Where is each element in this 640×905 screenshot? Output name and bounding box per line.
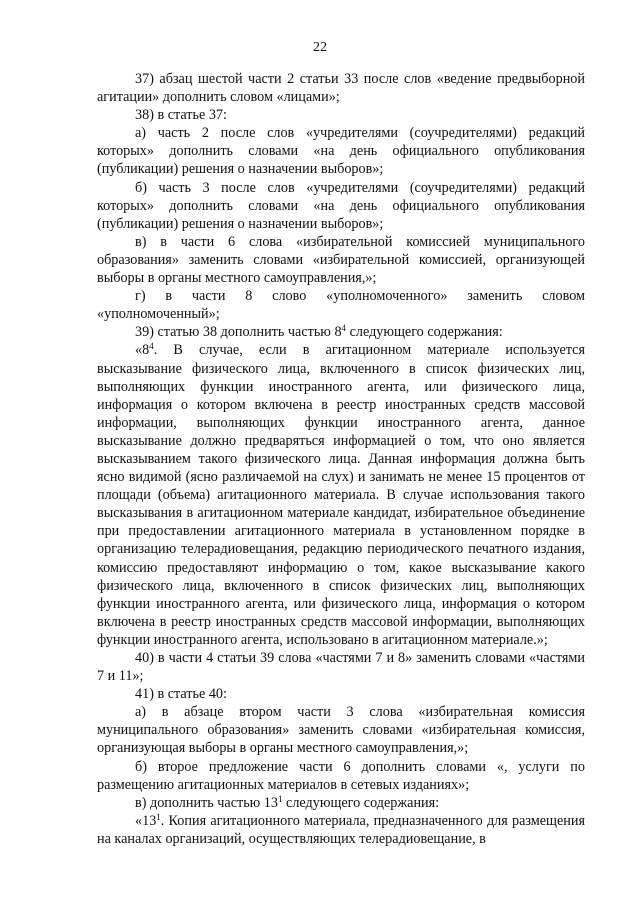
quote-8-4-superscript: 4 (149, 341, 154, 352)
paragraph-item-38b: б) часть 3 после слов «учредителями (соучредителями) редакций которых» дополнить словами «на день официального опубликования (публикации) решения о назначении выборов»; (97, 179, 585, 232)
paragraph-item-39 (97, 323, 585, 341)
item-39-text: 39) статью 38 дополнить частью 8 (135, 324, 342, 341)
quote-8-4-text: . В случае, если в агитационном материале используется высказывание физического лица, включенного в список физических лиц, выполняющих функции иностранного агента, или физического лица, информация о котором включена в реестр иностранных средств массовой информации, выполняющих функции иностранного агента, данное высказывание должно предваряться информацией о том, что оно является высказыванием такого физического лица. Данная информация должна быть ясно видимой (ясно различаемой на слух) и занимать не менее 15 процентов от площади (объема) агитационного материала. В случае использования такого высказывания в агитационном материале кандидат, избирательное объединение при предоставлении агитационного материала в установленном порядке в организацию телерадиовещания, редакцию периодического печатного издания, комиссию предоставляют информацию о том, какое высказывание какого физического лица, включенного в список физических лиц, выполняющих функции иностранного агента, или физического лица, информация о котором включена в реестр иностранных средств массовой информации, выполняющих функции иностранного агента, использовано в агитационном материале.»; (97, 342, 585, 648)
paragraph-item-38a: а) часть 2 после слов «учредителями (соучредителями) редакций которых» дополнить словами «на день официального опубликования (публикации) решения о назначении выборов»; (97, 125, 585, 178)
quote-8-4-number: «8 (135, 342, 150, 359)
item-39-tail: следующего содержания: (346, 324, 503, 341)
paragraph-item-38d: г) в части 8 слово «уполномоченного» заменить словом «уполномоченный»; (97, 288, 585, 323)
paragraph-item-38c: в) в части 6 слова «избирательной комиссией муниципального образования» заменить словами «избирательной комиссией, организующей выборы в органы местного самоуправления,»; (97, 233, 585, 287)
paragraph-quote-part-8-4 (97, 341, 585, 649)
document-body (97, 70, 585, 848)
paragraph-quote-part-13-1 (97, 812, 585, 848)
paragraph-item-41c (97, 794, 585, 812)
item-41c-tail: следующего содержания: (282, 794, 440, 811)
paragraph-item-41b: б) второе предложение части 6 дополнить словами «, услуги по размещению агитационных материалов в сетевых изданиях»; (97, 758, 585, 793)
quote-13-1-number: «13 (135, 812, 157, 829)
page-number: 22 (313, 40, 327, 55)
item-39-superscript: 4 (341, 323, 347, 334)
paragraph-item-38: 38) в статье 37: (135, 107, 227, 124)
quote-13-1-text: . Копия агитационного материала, предназначенного для размещения на каналах организаций, осуществляющих телерадиовещание, в (97, 812, 585, 847)
quote-13-1-superscript: 1 (156, 811, 161, 822)
paragraph-item-41a: а) в абзаце втором части 3 слова «избирательная комиссия муниципального образования» заменить словами «избирательная комиссия, организующая выборы в органы местного самоуправления,»; (97, 704, 585, 757)
item-41c-superscript: 1 (278, 793, 283, 804)
paragraph-item-41: 41) в статье 40: (135, 686, 227, 703)
item-41c-text: в) дополнить частью 13 (135, 794, 278, 811)
paragraph-item-37: 37) абзац шестой части 2 статьи 33 после слов «ведение предвыборной агитации» дополнить словом «лицами»; (97, 71, 585, 106)
paragraph-item-40: 40) в части 4 статьи 39 слова «частями 7 и 8» заменить словами «частями 7 и 11»; (97, 650, 585, 685)
